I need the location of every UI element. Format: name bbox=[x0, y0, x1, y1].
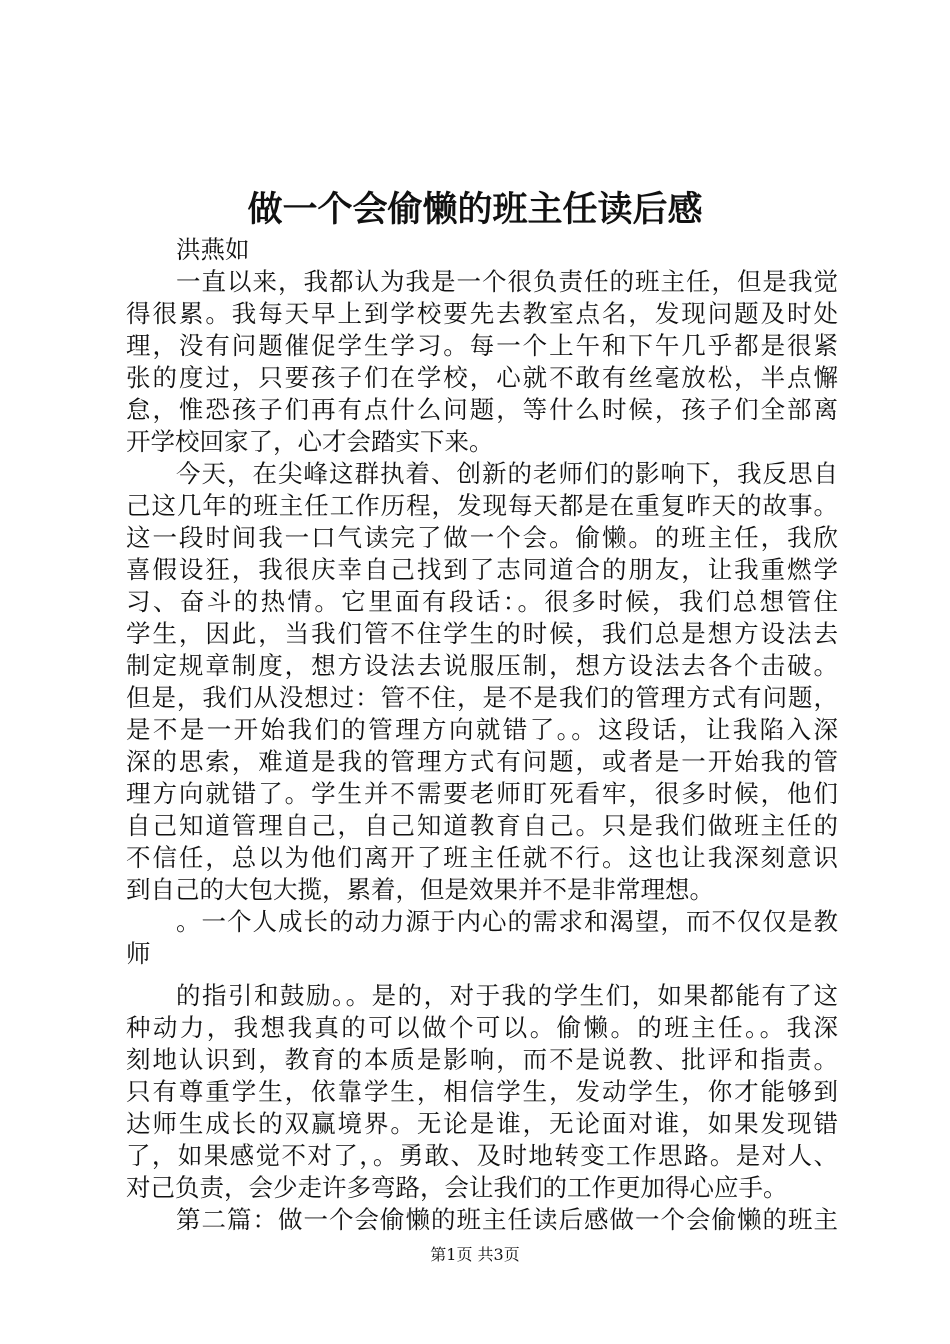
text-line: 理，没有问题催促学生学习。每一个上午和下午几乎都是很紧 bbox=[126, 331, 838, 360]
text-line: 不信任，总以为他们离开了班主任就不行。这也让我深刻意识 bbox=[126, 843, 838, 872]
author-name: 洪燕如 bbox=[176, 235, 250, 264]
text-line: 只有尊重学生，依靠学生，相信学生，发动学生，你才能够到 bbox=[126, 1077, 838, 1106]
text-line: 这一段时间我一口气读完了做一个会。偷懒。的班主任，我欣 bbox=[126, 523, 838, 552]
text-line: 制定规章制度，想方设法去说服压制，想方设法去各个击破。 bbox=[126, 651, 838, 680]
text-line: 开学校回家了，心才会踏实下来。 bbox=[126, 427, 494, 456]
text-line: 己这几年的班主任工作历程，发现每天都是在重复昨天的故事。 bbox=[126, 491, 838, 520]
document-body bbox=[126, 234, 838, 1236]
text-line: 自己知道管理自己，自己知道教育自己。只是我们做班主任的 bbox=[126, 811, 838, 840]
text-line: 深的思索，难道是我的管理方式有问题，或者是一开始我的管 bbox=[126, 747, 838, 776]
text-line: 今天，在尖峰这群执着、创新的老师们的影响下，我反思自 bbox=[176, 459, 838, 488]
document-title: 做一个会偷懒的班主任读后感 bbox=[247, 189, 703, 230]
text-line: 的指引和鼓励。。是的，对于我的学生们，如果都能有了这 bbox=[176, 981, 838, 1010]
text-line: 喜假设狂，我很庆幸自己找到了志同道合的朋友，让我重燃学 bbox=[126, 555, 838, 584]
text-line: 到自己的大包大揽，累着，但是效果并不是非常理想。 bbox=[126, 875, 714, 904]
page-footer: 第1页 共3页 bbox=[430, 1245, 520, 1264]
text-line: 怠，惟恐孩子们再有点什么问题，等什么时候，孩子们全部离 bbox=[126, 395, 838, 424]
text-line: 得很累。我每天早上到学校要先去教室点名，发现问题及时处 bbox=[126, 299, 838, 328]
text-line: 刻地认识到，教育的本质是影响，而不是说教、批评和指责。 bbox=[126, 1045, 838, 1074]
text-line: 习、奋斗的热情。它里面有段话：。很多时候，我们总想管住 bbox=[126, 587, 838, 616]
text-line: 学生，因此，当我们管不住学生的时候，我们总是想方设法去 bbox=[126, 619, 838, 648]
text-line: 了，如果感觉不对了，。勇敢、及时地转变工作思路。是对人、 bbox=[126, 1141, 838, 1170]
text-line: 一直以来，我都认为我是一个很负责任的班主任，但是我觉 bbox=[176, 267, 838, 296]
text-line: 理方向就错了。学生并不需要老师盯死看牢，很多时候，他们 bbox=[126, 779, 838, 808]
text-line: 对己负责，会少走许多弯路，会让我们的工作更加得心应手。 bbox=[126, 1173, 788, 1202]
text-line: 达师生成长的双赢境界。无论是谁，无论面对谁，如果发现错 bbox=[126, 1109, 838, 1138]
text-line: 张的度过，只要孩子们在学校，心就不敢有丝毫放松，半点懈 bbox=[126, 363, 838, 392]
text-line: 师 bbox=[126, 939, 151, 968]
text-line: 第二篇：做一个会偷懒的班主任读后感做一个会偷懒的班主 bbox=[176, 1205, 838, 1234]
text-line: 。一个人成长的动力源于内心的需求和渴望，而不仅仅是教 bbox=[176, 907, 838, 936]
text-line: 种动力，我想我真的可以做个可以。偷懒。的班主任。。我深 bbox=[126, 1013, 838, 1042]
text-line: 但是，我们从没想过：管不住，是不是我们的管理方式有问题， bbox=[126, 683, 838, 712]
text-line: 是不是一开始我们的管理方向就错了。。这段话，让我陷入深 bbox=[126, 715, 838, 744]
